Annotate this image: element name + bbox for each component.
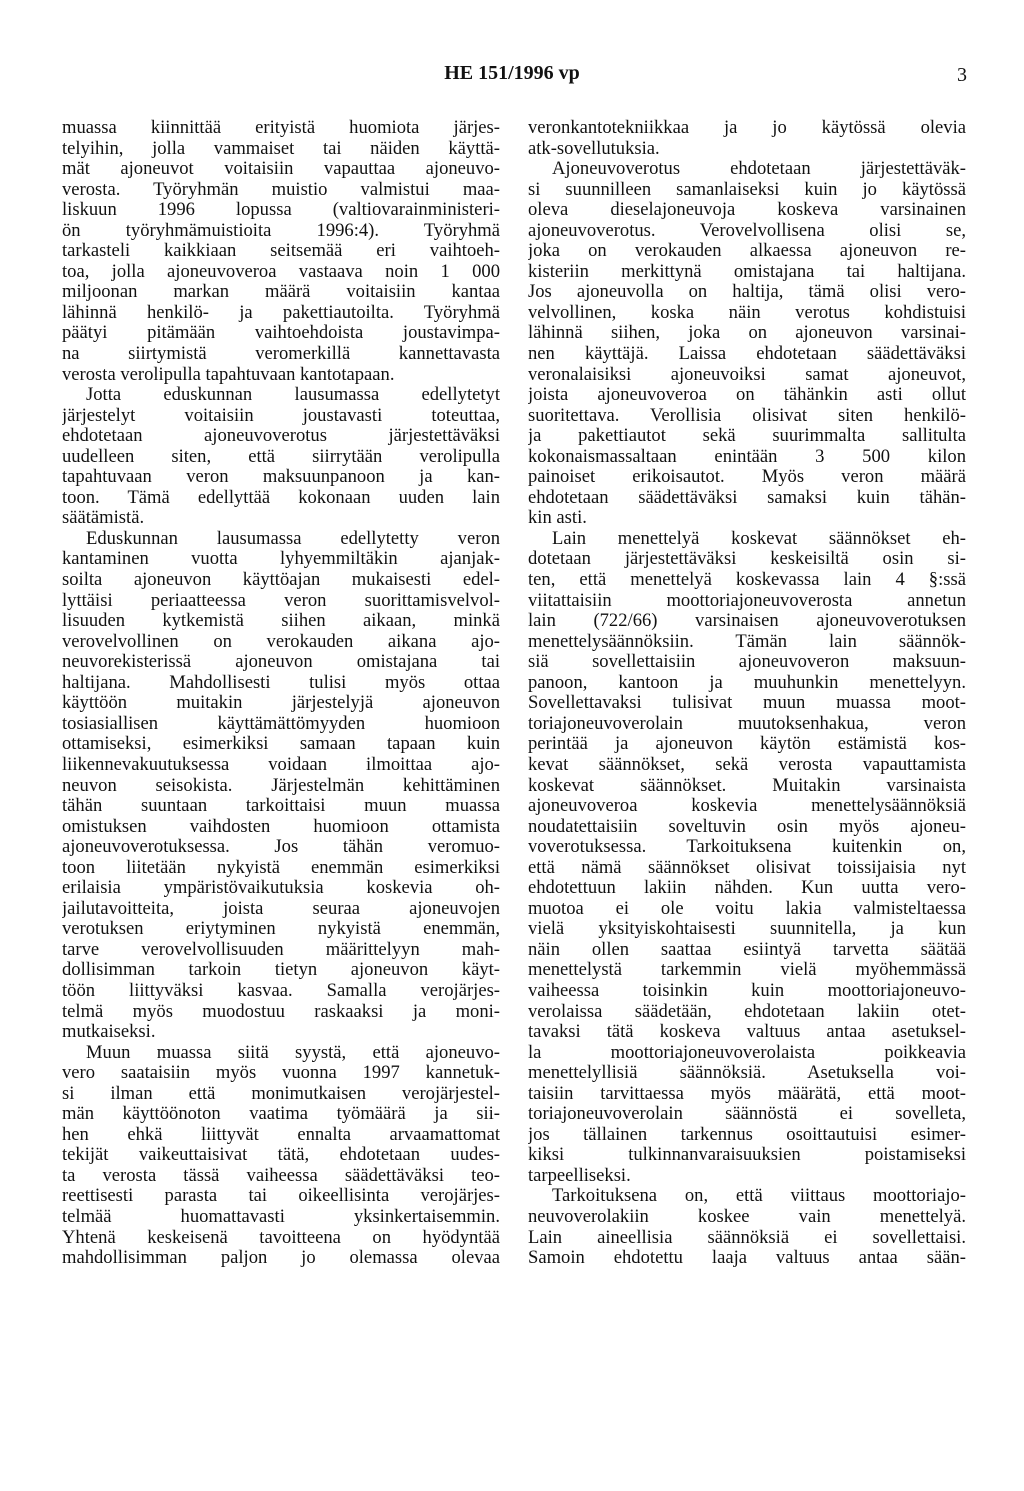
text-line: voverotuksessa. Tarkoituksena kuitenkin on, [528, 837, 966, 858]
text-line: tarpeelliseksi. [528, 1165, 631, 1186]
text-line: ehdotetaan säädettäväksi samaksi kuin tähän- [528, 487, 966, 508]
text-line: ehdotetaan ajoneuvoverotus järjestettäväksi [62, 426, 500, 447]
text-line: kin asti. [528, 508, 587, 529]
text-line: atk-sovellutuksia. [528, 138, 660, 159]
text-line: mät ajoneuvot voitaisiin vapauttaa ajoneuvo- [62, 159, 500, 180]
text-line: kevat säännökset, sekä verosta vapauttamista [528, 754, 966, 775]
text-line: jailutavoitteita, joista seuraa ajoneuvojen [62, 898, 500, 919]
text-line: vero saataisiin myös vuonna 1997 kannetuk- [62, 1063, 500, 1084]
text-line: että nämä säännökset olisivat toissijaisia nyt [528, 857, 966, 878]
text-line: ajoneuvoveroa koskevia menettelysäännöksiä [528, 796, 966, 817]
text-line: lisuuden kytkemistä siihen aikaan, minkä [62, 611, 500, 632]
text-line: telmää huomattavasti yksinkertaisemmin. [62, 1206, 500, 1227]
text-line: ja pakettiautot sekä suurimmalta sallitulta [528, 426, 966, 447]
text-line: tavaksi tätä koskeva valtuus antaa asetuksel- [528, 1022, 966, 1043]
text-line: taisiin tarvittaessa myös määrätä, että moot- [528, 1083, 966, 1104]
text-line: soilta ajoneuvon käyttöajan mukaisesti edel- [62, 570, 500, 591]
text-line: viitattaisiin moottoriajoneuvoverosta annetun [528, 590, 966, 611]
text-line: si ilman että monimutkaisen verojärjestel- [62, 1083, 500, 1104]
text-line: lähinnä henkilö- ja pakettiautoilta. Työryhmä [62, 302, 500, 323]
text-line: veronalaisiksi ajoneuvoiksi samat ajoneuvot, [528, 364, 966, 385]
text-line: Lain menettelyä koskevat säännökset eh- [552, 528, 966, 549]
text-line: Lain aineellisia säännöksiä ei sovellettaisi. [528, 1227, 966, 1248]
text-line: jos tällainen tarkennus osoittautuisi esimer- [528, 1124, 966, 1145]
text-line: omistuksen vaihdosten huomioon ottamista [62, 816, 500, 837]
text-line: menettelyllisiä säännöksiä. Asetuksella voi- [528, 1063, 966, 1084]
text-line: joista ajoneuvoveroa on tähänkin asti ollut [528, 385, 966, 406]
text-line: telmä myös muodostuu raskaaksi ja moni- [62, 1001, 500, 1022]
text-line: lähinnä siihen, joka on ajoneuvon varsinai- [528, 323, 966, 344]
text-line: menettelysäännöksiin. Tämän lain säännök- [528, 631, 966, 652]
text-line: kisteriin merkittynä omistajana tai haltijana. [528, 261, 966, 282]
text-line: män käyttöönoton vaatima työmäärä ja sii- [62, 1104, 500, 1125]
text-line: neuvorekisterissä ajoneuvon omistajana tai [62, 652, 500, 673]
text-line: dollisimman tarkoin tietyn ajoneuvon käyt- [62, 960, 500, 981]
text-line: erilaisia ympäristövaikutuksia koskevia oh- [62, 878, 500, 899]
text-line: hen ehkä liittyvät ennalta arvaamattomat [62, 1124, 500, 1145]
text-line: nen käyttäjä. Laissa ehdotetaan säädettäväksi [528, 344, 966, 365]
text-line: haltijana. Mahdollisesti tulisi myös ottaa [62, 672, 500, 693]
document-header-title: HE 151/1996 vp [444, 62, 580, 84]
text-line: la moottoriajoneuvoverolaista poikkeavia [528, 1042, 966, 1063]
text-line: ta verosta tässä vaiheessa säädettäväksi teo- [62, 1165, 500, 1186]
text-line: tarkasteli kaikkiaan seitsemää eri vaihtoeh- [62, 241, 500, 262]
left-text-column [62, 118, 500, 1269]
text-line: panoon, kantoon ja muuhunkin menettelyyn. [528, 672, 966, 693]
text-line: verosta verolipulla tapahtuvaan kantotapaan. [62, 364, 395, 385]
text-line: verovelvollinen on verokauden aikana ajo- [62, 631, 500, 652]
text-line: vaiheessa toisinkin kuin moottoriajoneuvo- [528, 980, 966, 1001]
text-line: velvollinen, koska näin verotus kohdistuisi [528, 302, 966, 323]
text-line: kantaminen vuotta lyhyemmiltäkin ajanjak- [62, 549, 500, 570]
text-line: ajoneuvoverotuksessa. Jos tähän veromuo- [62, 837, 500, 858]
page-number: 3 [957, 64, 967, 86]
text-line: Ajoneuvoverotus ehdotetaan järjestettäväk- [552, 159, 966, 180]
text-line: tapahtuvaan veron maksuunpanoon ja kan- [62, 467, 500, 488]
text-line: uudelleen siten, että siirrytään verolipulla [62, 446, 500, 467]
text-line: Muun muassa siitä syystä, että ajoneuvo- [86, 1042, 500, 1063]
right-text-column [528, 118, 966, 1269]
text-line: muassa kiinnittää erityistä huomiota järjes- [62, 118, 500, 138]
text-line: Tarkoituksena on, että viittaus moottoriajo- [552, 1186, 966, 1207]
text-line: kiksi tulkinnanvaraisuuksien poistamiseksi [528, 1145, 966, 1166]
text-line: ottamiseksi, esimerkiksi samaan tapaan kuin [62, 734, 500, 755]
text-line: verolaissa säädetään, ehdotetaan lakiin otet- [528, 1001, 966, 1022]
text-line: ehdotettuun lakiin nähden. Kun uutta vero- [528, 878, 966, 899]
text-line: järjestelyt voitaisiin joustavasti toteuttaa, [62, 405, 500, 426]
text-line: lyttäisi periaatteessa veron suorittamisvelvol- [62, 590, 500, 611]
text-line: tosiasiallisen käyttämättömyyden huomioon [62, 713, 500, 734]
text-line: mutkaiseksi. [62, 1022, 156, 1043]
text-line: ajoneuvoverotus. Verovelvollisena olisi se, [528, 220, 966, 241]
text-line: Jos ajoneuvolla on haltija, tämä olisi vero- [528, 282, 966, 303]
text-line: lain (722/66) varsinaisen ajoneuvoverotuksen [528, 611, 966, 632]
text-line: suoritettava. Verollisia olisivat siten henkilö- [528, 405, 966, 426]
text-line: toon. Tämä edellyttää kokonaan uuden lain [62, 487, 500, 508]
text-line: ten, että menettelyä koskevassa lain 4 §:ssä [528, 570, 966, 591]
text-line: toa, jolla ajoneuvoveroa vastaava noin 1 000 [62, 261, 500, 282]
text-line: tekijät vaikeuttaisivat tätä, ehdotetaan uudes- [62, 1145, 500, 1166]
text-line: Jotta eduskunnan lausumassa edellytetyt [86, 385, 500, 406]
text-line: kokonaismassaltaan enintään 3 500 kilon [528, 446, 966, 467]
text-line: koskevat säännökset. Muitakin varsinaista [528, 775, 966, 796]
text-line: Sovellettavaksi tulisivat muun muassa moot- [528, 693, 966, 714]
text-line: na siirtymistä veromerkillä kannettavasta [62, 344, 500, 365]
text-line: oleva dieselajoneuvoja koskeva varsinainen [528, 200, 966, 221]
text-line: muotoa ei ole voitu lakia valmisteltaessa [528, 898, 966, 919]
text-line: näin ollen saattaa esiintyä tarvetta säätää [528, 939, 966, 960]
text-line: dotetaan järjestettäväksi keskeisiltä osin si- [528, 549, 966, 570]
text-line: päätyi pitämään vaihtoehdoista joustavimpa- [62, 323, 500, 344]
text-line: vielä yksityiskohtaisesti suunnitella, ja kun [528, 919, 966, 940]
text-line: toriajoneuvoverolain säännöstä ei sovelleta, [528, 1104, 966, 1125]
text-line: Samoin ehdotettu laaja valtuus antaa sään- [528, 1248, 966, 1269]
text-line: liskuun 1996 lopussa (valtiovarainministeri- [62, 200, 500, 221]
text-line: joka on verokauden alkaessa ajoneuvon re- [528, 241, 966, 262]
text-line: Eduskunnan lausumassa edellytetty veron [86, 528, 500, 549]
text-line: ön työryhmämuistioita 1996:4). Työryhmä [62, 220, 500, 241]
text-line: toon liitetään nykyistä enemmän esimerkiksi [62, 857, 500, 878]
text-line: reettisesti parasta tai oikeellisinta verojärjes- [62, 1186, 500, 1207]
text-line: tähän suuntaan tarkoittaisi muun muassa [62, 796, 500, 817]
text-line: säätämistä. [62, 508, 145, 529]
text-line: liikennevakuutuksessa voidaan ilmoittaa ajo- [62, 754, 500, 775]
text-line: verosta. Työryhmän muistio valmistui maa- [62, 179, 500, 200]
text-line: veronkantotekniikkaa ja jo käytössä olevia [528, 118, 966, 138]
text-line: si suunnilleen samanlaiseksi kuin jo käytössä [528, 179, 966, 200]
text-line: siä sovellettaisiin ajoneuvoveron maksuun- [528, 652, 966, 673]
text-line: telyihin, jolla vammaiset tai näiden käyttä- [62, 138, 500, 159]
text-line: toriajoneuvoverolain muutoksenhakua, veron [528, 713, 966, 734]
text-line: töön liittyväksi kasvaa. Samalla verojärjes- [62, 980, 500, 1001]
text-line: tarve verovelvollisuuden määrittelyyn mah- [62, 939, 500, 960]
text-line: perintää ja ajoneuvon käytön estämistä kos- [528, 734, 966, 755]
text-line: menettelystä tarkemmin vielä myöhemmässä [528, 960, 966, 981]
text-line: noudatettaisiin soveltuvin osin myös ajoneu- [528, 816, 966, 837]
text-line: neuvoverolakiin koskee vain menettelyä. [528, 1206, 966, 1227]
text-line: verotuksen eriytyminen nykyistä enemmän, [62, 919, 500, 940]
text-line: käyttöön muitakin järjestelyjä ajoneuvon [62, 693, 500, 714]
text-line: miljoonan markan määrä voitaisiin kantaa [62, 282, 500, 303]
text-line: painoiset erikoisautot. Myös veron määrä [528, 467, 966, 488]
text-line: Yhtenä keskeisenä tavoitteena on hyödyntää [62, 1227, 500, 1248]
text-line: mahdollisimman paljon jo olemassa olevaa [62, 1248, 500, 1269]
text-line: neuvon seisokista. Järjestelmän kehittäminen [62, 775, 500, 796]
